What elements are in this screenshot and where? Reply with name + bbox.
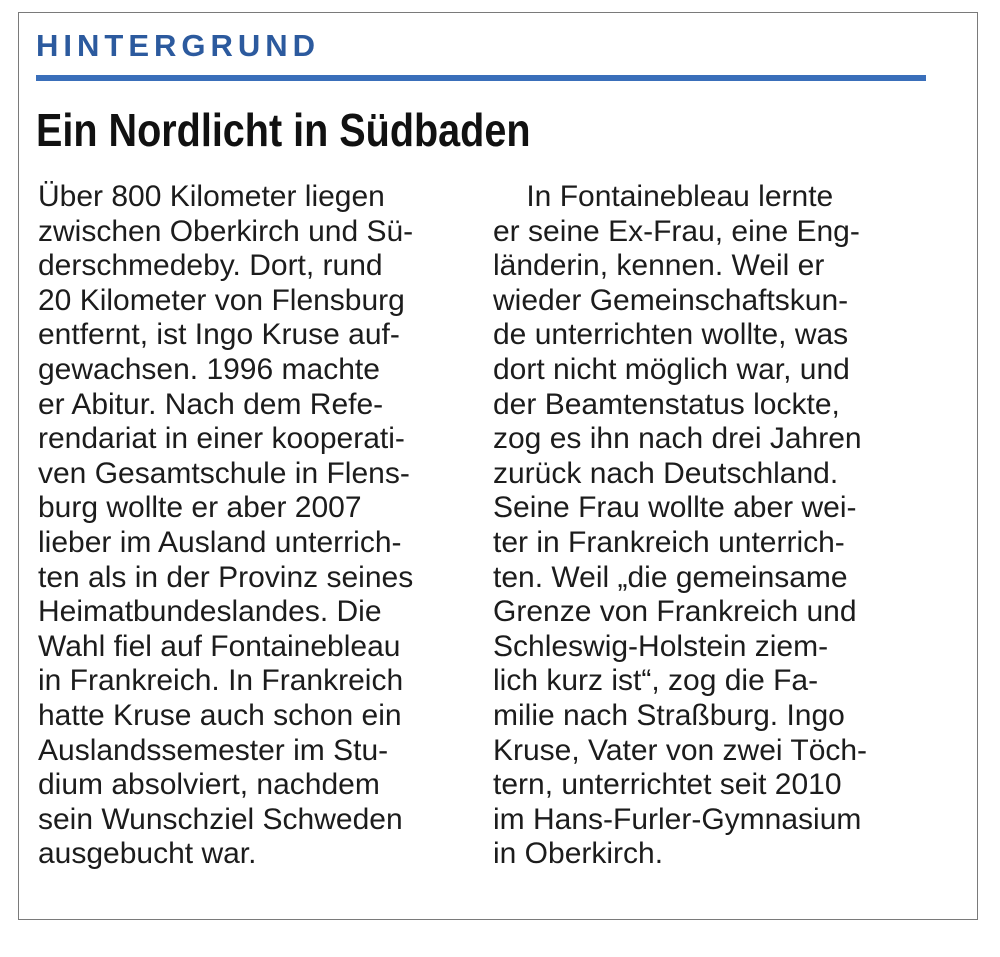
kicker-rule: [36, 75, 926, 81]
text-line: ven Gesamtschule in Flens-: [38, 456, 410, 490]
text-line: burg wollte er aber 2007: [38, 491, 362, 525]
text-line: dort nicht möglich war, und: [493, 352, 850, 386]
text-line: 20 Kilometer von Flensburg: [38, 283, 405, 317]
text-line: zwischen Oberkirch und Sü-: [38, 214, 414, 248]
text-line: zurück nach Deutschland.: [493, 456, 839, 490]
text-line: Heimatbundeslandes. Die: [38, 595, 382, 629]
text-line: gewachsen. 1996 machte: [38, 352, 380, 386]
text-line: de unterrichten wollte, was: [493, 318, 849, 352]
text-line: Schleswig-Holstein ziem-: [493, 629, 829, 663]
text-line: er Abitur. Nach dem Refe-: [38, 387, 384, 421]
section-kicker: HINTERGRUND: [36, 28, 321, 63]
text-line: Grenze von Frankreich und: [493, 595, 857, 629]
text-line: derschmedeby. Dort, rund: [38, 249, 383, 283]
headline: Ein Nordlicht in Südbaden: [36, 104, 531, 156]
text-line: wieder Gemeinschaftskun-: [493, 283, 849, 317]
text-column-right: [493, 180, 867, 872]
text-line: milie nach Straßburg. Ingo: [493, 698, 845, 732]
text-line: Über 800 Kilometer liegen: [38, 180, 385, 213]
text-line: Wahl fiel auf Fontainebleau: [38, 629, 401, 663]
text-line: in Frankreich. In Frankreich: [38, 664, 404, 698]
text-line: Kruse, Vater von zwei Töch-: [493, 733, 868, 767]
text-line: Seine Frau wollte aber wei-: [493, 491, 857, 525]
text-line: ten als in der Provinz seines: [38, 560, 414, 594]
text-line: hatte Kruse auch schon ein: [38, 698, 402, 732]
text-line: In Fontainebleau lernte: [493, 180, 834, 213]
text-line: er seine Ex-Frau, eine Eng-: [493, 214, 860, 248]
text-line: lich kurz ist“, zog die Fa-: [493, 664, 819, 698]
text-line: im Hans-Furler-Gymnasium: [493, 802, 862, 836]
text-line: Auslandssemester im Stu-: [38, 733, 389, 767]
text-line: ten. Weil „die gemeinsame: [493, 560, 848, 594]
text-line: in Oberkirch.: [493, 837, 664, 871]
text-line: ausgebucht war.: [38, 837, 257, 871]
text-line: sein Wunschziel Schweden: [38, 802, 403, 836]
text-line: ter in Frankreich unterrich-: [493, 525, 845, 559]
text-line: zog es ihn nach drei Jahren: [493, 422, 862, 456]
text-line: dium absolviert, nachdem: [38, 768, 380, 802]
text-line: lieber im Ausland unterrich-: [38, 525, 402, 559]
text-line: der Beamtenstatus lockte,: [493, 387, 840, 421]
text-line: länderin, kennen. Weil er: [493, 249, 825, 283]
text-line: tern, unterrichtet seit 2010: [493, 768, 842, 802]
text-line: entfernt, ist Ingo Kruse auf-: [38, 318, 400, 352]
text-column-left: [38, 180, 413, 872]
text-line: rendariat in einer kooperati-: [38, 422, 405, 456]
